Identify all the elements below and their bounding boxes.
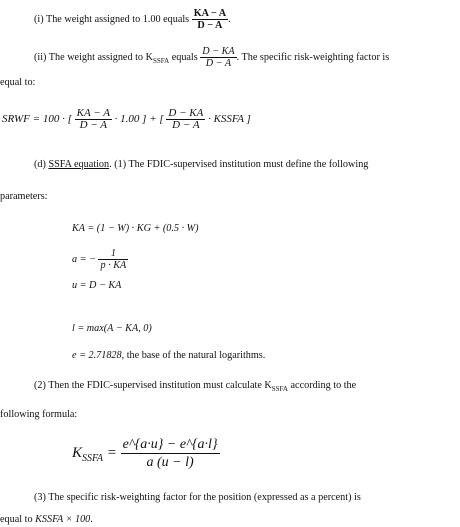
section-label: (d) [34, 159, 46, 170]
weight-fraction-2 [200, 46, 236, 69]
paragraph-3: (3) The specific risk-weighting factor for the position (expressed as a percent) is [34, 492, 361, 503]
srwf-fraction-1 [75, 108, 112, 131]
e-equation [72, 349, 265, 362]
paragraph-2-cont: following formula: [0, 409, 78, 420]
fraction-denominator: D − A [200, 57, 236, 69]
item-ii-text: (ii) The weight assigned to K [34, 51, 153, 63]
subscript: SSFA [271, 385, 288, 394]
fraction-denominator: a (u − l) [121, 453, 220, 471]
e-description: , the base of the natural logarithms. [121, 350, 266, 361]
kssfa-expression: KSSFA × 100 [35, 514, 91, 525]
srwf-mid: · 1.00 ] + [ [114, 113, 164, 126]
section-title: SSFA equation [48, 159, 110, 170]
fraction-numerator: D − KA [202, 46, 235, 57]
kssfa-formula [72, 436, 220, 471]
fraction-numerator: D − KA [168, 107, 204, 119]
fraction-denominator: D − A [75, 119, 112, 131]
fraction-denominator: p · KA [100, 260, 127, 271]
equal-to-text: equal to [0, 514, 33, 525]
e-lhs: e = 2.71828 [72, 350, 122, 361]
a-equation [72, 248, 128, 271]
paragraph-2-tail: according to the [287, 380, 357, 391]
fraction-numerator: 1 [110, 248, 116, 259]
item-ii [34, 46, 389, 69]
fraction-denominator: D − A [192, 19, 228, 31]
item-i-text: (i) The weight assigned to 1.00 equals [34, 13, 190, 25]
fraction-numerator: KA − A [76, 107, 110, 119]
paragraph-2-text: (2) Then the FDIC-supervised institution must calculate K [34, 380, 272, 391]
srwf-tail: · KSSFA ] [208, 113, 251, 126]
equal-to-label: equal to: [0, 77, 36, 88]
kssfa-lhs: K [72, 444, 83, 461]
srwf-lhs: SRWF = 100 · [ [2, 113, 72, 126]
fraction-numerator: KA − A [193, 8, 227, 19]
subscript: SSFA [152, 56, 170, 65]
srwf-fraction-2 [166, 108, 205, 131]
u-equation: u = D − KA [72, 280, 122, 291]
ka-equation: KA = (1 − W) · KG + (0.5 · W) [72, 223, 199, 234]
weight-fraction [192, 8, 228, 31]
item-ii-tail: . The specific risk-weighting factor is [236, 51, 390, 63]
section-d [34, 158, 368, 171]
l-equation: l = max(A − KA, 0) [72, 323, 152, 334]
period: . [90, 514, 93, 525]
item-ii-mid: equals [169, 51, 198, 63]
kssfa-fraction [121, 436, 220, 471]
item-i [34, 8, 231, 31]
a-lhs: a = − [72, 253, 96, 265]
a-fraction [98, 248, 128, 271]
paragraph-2 [34, 379, 356, 396]
fraction-denominator: D − A [166, 119, 205, 131]
subscript: SSFA [82, 452, 103, 464]
srwf-equation [2, 108, 251, 131]
parameters-label: parameters: [0, 191, 48, 202]
equals-sign: = [106, 444, 117, 461]
section-d-rest: . (1) The FDIC-supervised institution must define the following [109, 159, 369, 170]
fraction-numerator: e^{a·u} − e^{a·l} [122, 437, 218, 452]
period: . [228, 13, 231, 25]
paragraph-3-cont [0, 513, 93, 526]
